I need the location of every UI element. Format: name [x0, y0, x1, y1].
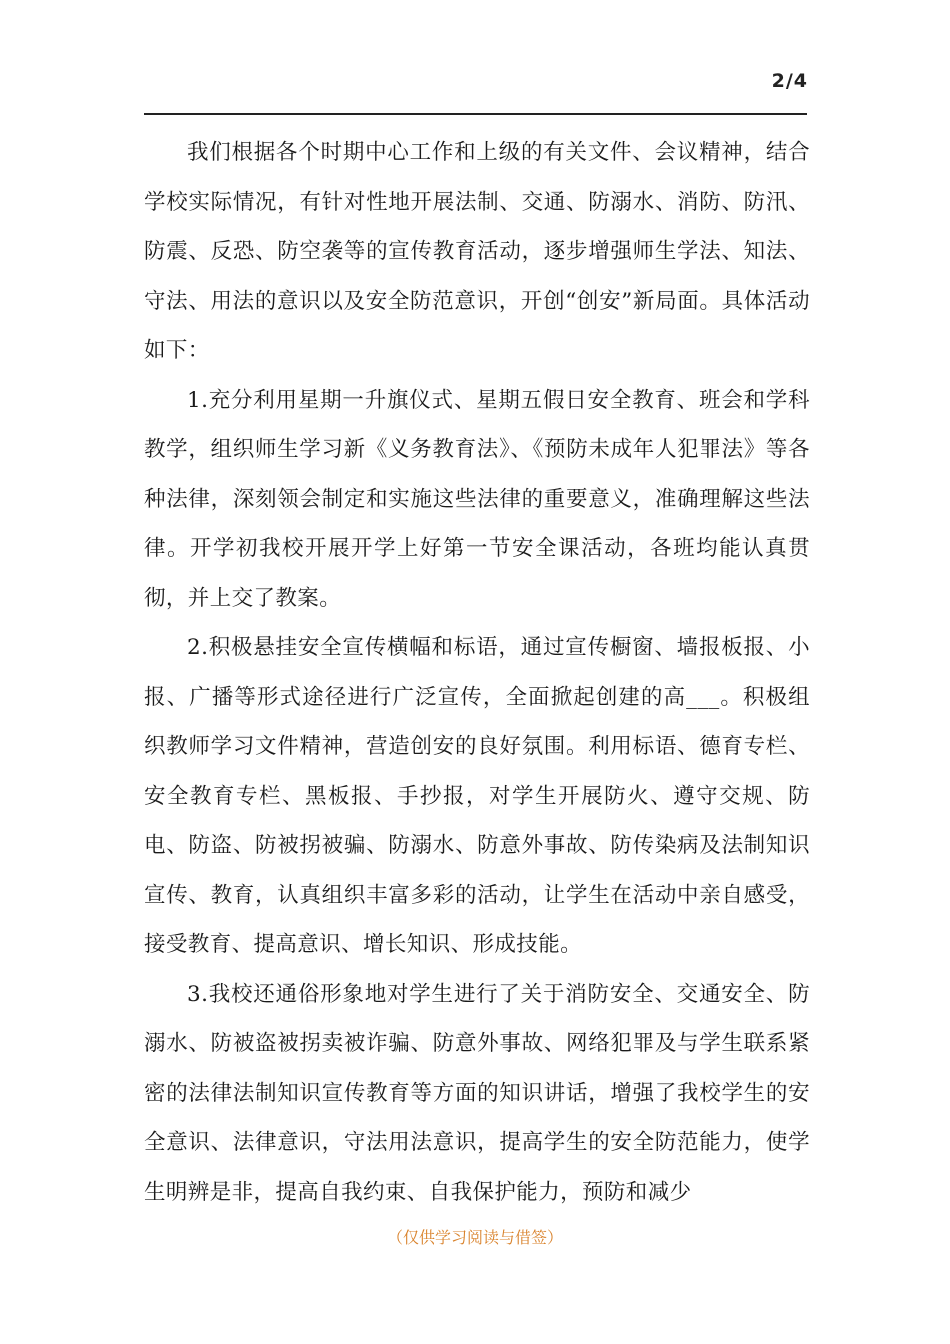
- paragraph-item-2: 2.积极悬挂安全宣传横幅和标语，通过宣传橱窗、墙报板报、小报、广播等形式途径进行广泛宣传，全面掀起创建的高___。积极组织教师学习文件精神，营造创安的良好氛围。利用标语、德育专栏、安全教育专栏、黑板报、手抄报，对学生开展防火、遵守交规、防电、防盗、防被拐被骗、防溺水、防意外事故、防传染病及法制知识宣传、教育，认真组织丰富多彩的活动，让学生在活动中亲自感受，接受教育、提高意识、增长知识、形成技能。: [144, 635, 810, 957]
- page-number: 2/4: [771, 70, 808, 92]
- paragraph-intro: 我们根据各个时期中心工作和上级的有关文件、会议精神，结合学校实际情况，有针对性地开展法制、交通、防溺水、消防、防汛、防震、反恐、防空袭等的宣传教育活动，逐步增强师生学法、知法、守法、用法的意识以及安全防范意识，开创“创安”新局面。具体活动如下：: [144, 140, 810, 363]
- header-divider: [144, 113, 807, 115]
- document-body: [144, 128, 810, 1217]
- paragraph-item-1: 1.充分利用星期一升旗仪式、星期五假日安全教育、班会和学科教学，组织师生学习新《义务教育法》、《预防未成年人犯罪法》等各种法律，深刻领会制定和实施这些法律的重要意义，准确理解这些法律。开学初我校开展开学上好第一节安全课活动，各班均能认真贯彻，并上交了教案。: [144, 387, 810, 611]
- footer-note: （仅供学习阅读与借签）: [386, 1228, 563, 1247]
- paragraph-item-3: 3.我校还通俗形象地对学生进行了关于消防安全、交通安全、防溺水、防被盗被拐卖被诈骗、防意外事故、网络犯罪及与学生联系紧密的法律法制知识宣传教育等方面的知识讲话，增强了我校学生的安全意识、法律意识，守法用法意识，提高学生的安全防范能力，使学生明辨是非，提高自我约束、自我保护能力，预防和减少: [144, 981, 810, 1205]
